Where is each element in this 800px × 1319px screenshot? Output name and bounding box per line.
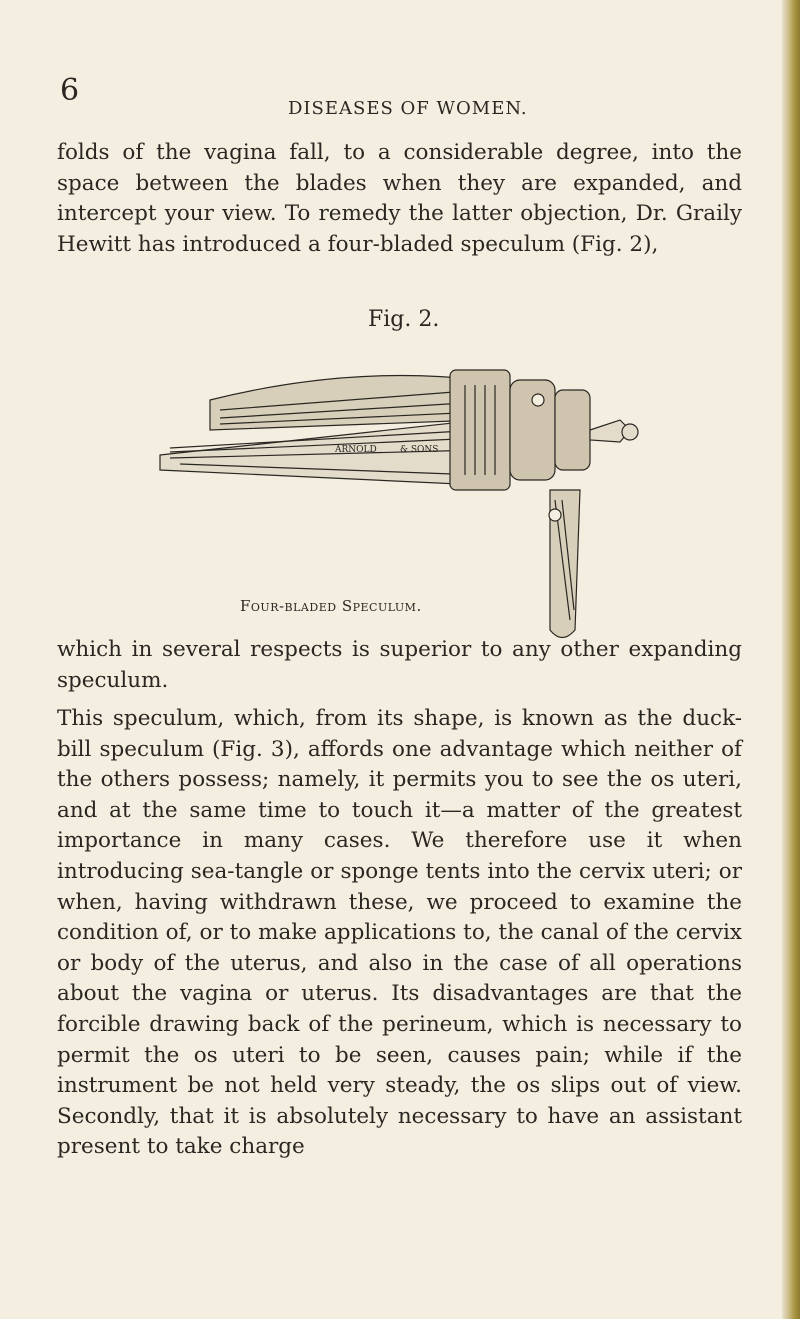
- thumb-screw: [590, 420, 638, 442]
- figure-caption: Four-bladed Speculum.: [240, 597, 422, 615]
- speculum-handle: [549, 490, 580, 638]
- running-head: DISEASES OF WOMEN.: [288, 98, 528, 119]
- figure-label: Fig. 2.: [368, 307, 440, 332]
- paragraph-3: This speculum, which, from its shape, is known as the duck-bill speculum (Fig. 3), affords one advantage which neither of the others possess; namely, it permits you to see the os uteri, and at the same time to touch it—a matter of the greatest importance in many cases. We therefore use it when introducing sea-tangle or sponge tents into the cervix uteri; or when, having withdrawn these, we proceed to examine the condition of, or to make applications to, the canal of the cervix or body of the uterus, and also in the case of all operations about the vagina or uterus. Its disadvantages are that the forcible drawing back of the perineum, which is necessary to permit the os uteri to be seen, causes pain; while if the instrument be not held very steady, the os slips out of view. Secondly, that it is absolutely necessary to have an assistant present to take charge: [57, 706, 742, 1160]
- speculum-mechanism: [450, 370, 590, 490]
- speculum-blades: [160, 376, 480, 486]
- page-number: 6: [60, 73, 80, 108]
- page-edge: [782, 0, 800, 1319]
- maker-mark-2: & SONS: [400, 445, 439, 455]
- paragraph-1: folds of the vagina fall, to a considerable degree, into the space between the blades when they are expanded, and intercept your view. To remedy the latter objection, Dr. Graily Hewitt has introduced a four-bladed speculum (Fig. 2),: [57, 140, 742, 257]
- paragraph-2: which in several respects is superior to any other expanding speculum.: [57, 637, 742, 693]
- maker-mark-1: ARNOLD: [335, 445, 377, 455]
